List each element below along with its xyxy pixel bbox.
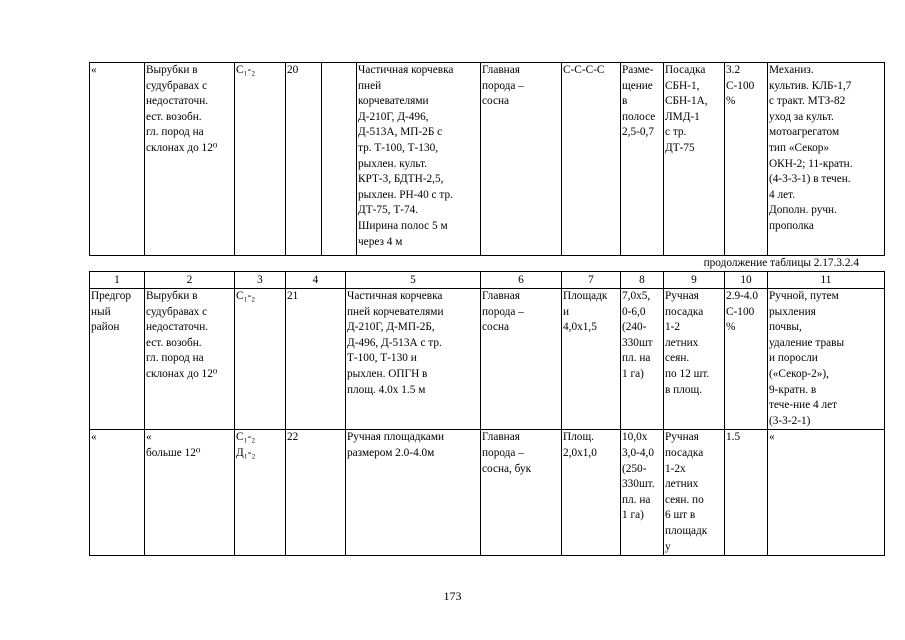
cell: 10,0х 3,0-4,0 (250- 330шт. пл. на 1 га) [621,430,664,556]
cell: Ручная посадка 1-2 летних сеян. по 12 шт. в площ. [664,289,725,430]
cell: Частичная корчевка пней корчевателями Д-210Г, Д-МП-2Б, Д-496, Д-513А с тр. Т-100, Т-130 и рыхлен. ОПГН в площ. 4.0х 1.5 м [346,289,481,430]
column-header: 11 [768,272,885,289]
cell: 3.2 С-100 % [725,63,768,256]
column-header: 4 [286,272,346,289]
table-row [90,289,885,430]
cell: Главная порода – сосна [481,289,562,430]
table-row [90,63,885,256]
column-header: 7 [562,272,621,289]
cell: С-С-С-С [562,63,621,256]
cell: 1.5 [725,430,768,556]
cell: 21 [286,289,346,430]
cell: Предгор ный район [90,289,145,430]
column-header: 5 [346,272,481,289]
cell: Ручная посадка 1-2х летних сеян. по 6 шт в площадк у [664,430,725,556]
cell [322,63,357,256]
column-header: 6 [481,272,562,289]
column-header: 8 [621,272,664,289]
table-row [90,430,885,556]
cell: « [90,430,145,556]
cell: Вырубки в судубравах с недостаточн. ест. возобн. гл. пород на склонах до 12⁰ [145,289,235,430]
cell: Ручная площадками размером 2.0-4.0м [346,430,481,556]
cell: Вырубки в судубравах с недостаточн. ест. возобн. гл. пород на склонах до 12⁰ [145,63,235,256]
column-header: 1 [90,272,145,289]
cell: « [768,430,885,556]
column-header: 9 [664,272,725,289]
cell: 22 [286,430,346,556]
cell: « [90,63,145,256]
header-row [90,272,885,289]
column-header: 2 [145,272,235,289]
cell [871,63,885,256]
continued-table-bottom [89,271,885,556]
cell: 7,0х5, 0-6,0 (240- 330шт пл. на 1 га) [621,289,664,430]
continuation-caption: продолжение таблицы 2.17.3.2.4 [703,257,859,269]
cell: Главная порода – сосна [481,63,562,256]
cell: Частичная корчевка пней корчевателями Д-210Г, Д-496, Д-513А, МП-2Б с тр. Т-100, Т-130, рыхлен. культ. КРТ-3, БДТН-2,5, рыхлен. РН-40 с тр. ДТ-75, Т-74. Ширина полос 5 м через 4 м [357,63,481,256]
cell: 2.9-4.0 С-100 % [725,289,768,430]
column-header: 10 [725,272,768,289]
cell: Площ. 2,0х1,0 [562,430,621,556]
cell: Разме- щение в полосе 2,5-0,7 [621,63,664,256]
cell: Ручной, путем рыхления почвы, удаление травы и поросли («Секор-2»), 9-кратн. в тече-ние 4 лет (3-3-2-1) [768,289,885,430]
cell: 20 [286,63,322,256]
cell: Механиз. культив. КЛБ-1,7 с тракт. МТЗ-82 уход за культ. мотоагрегатом тип «Секор» ОКН-2; 11-кратн. (4-3-3-1) в течен. 4 лет. Дополн. ручн. прополка [768,63,871,256]
cell: Посадка СБН-1, СБН-1А, ЛМД-1 с тр. ДТ-75 [664,63,725,256]
column-header: 3 [235,272,286,289]
cell: Площадк и 4,0х1,5 [562,289,621,430]
page-number: 173 [443,589,462,603]
cell: С₁-₂ Д₁-₂ [235,430,286,556]
continued-table-top [89,62,885,256]
cell: « больше 12⁰ [145,430,235,556]
cell: С₁-₂ [235,63,286,256]
cell: Главная порода – сосна, бук [481,430,562,556]
cell: С₁-₂ [235,289,286,430]
